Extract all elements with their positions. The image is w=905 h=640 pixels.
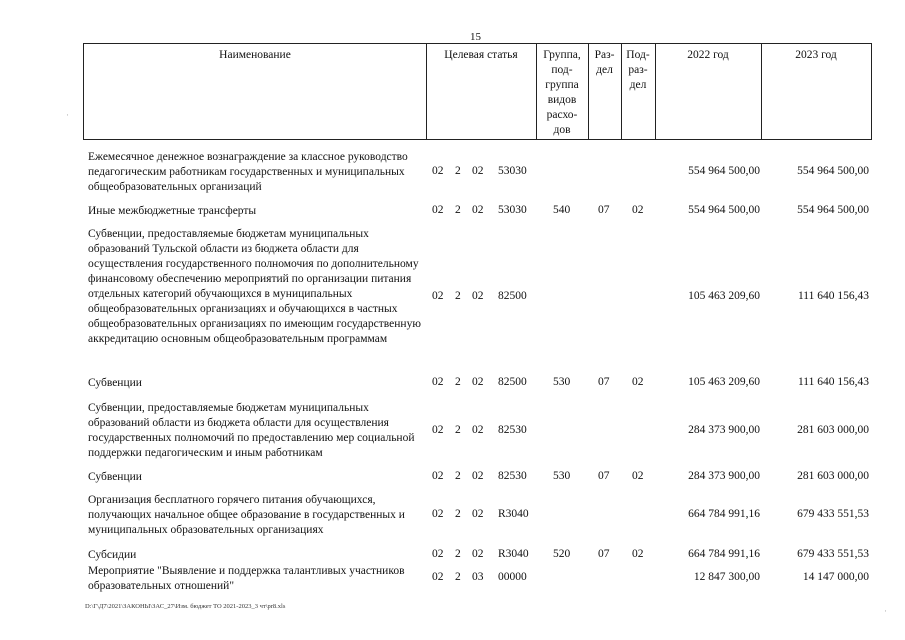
cell-c4: 82530: [498, 470, 527, 482]
cell-c3: 02: [472, 290, 484, 302]
cell-c1: 02: [432, 548, 444, 560]
row-name: Субвенции, предоставляемые бюджетам муниципальных образований области из бюджета области для осуществления государственных полномочий по предоставлению мер социальной поддержки педагогическим и иным работникам: [88, 402, 415, 459]
cell-c2: 2: [455, 424, 461, 436]
cell-2023: 111 640 156,43: [797, 376, 869, 388]
cell-group: 540: [553, 204, 571, 216]
page-number: 15: [470, 31, 481, 43]
cell-2022: 554 964 500,00: [688, 204, 760, 216]
row-name: Иные межбюджетные трансферты: [88, 205, 257, 217]
cell-2023: 554 964 500,00: [797, 165, 869, 177]
cell-c1: 02: [432, 508, 444, 520]
margin-mark: ·: [66, 110, 69, 120]
cell-subsection: 02: [632, 470, 644, 482]
header-subsection: Под-раз-дел: [626, 49, 650, 91]
cell-2022: 105 463 209,60: [688, 290, 760, 302]
cell-section: 07: [598, 548, 610, 560]
cell-c3: 02: [472, 548, 484, 560]
cell-c1: 02: [432, 376, 444, 388]
cell-c3: 02: [472, 470, 484, 482]
row-name: Субвенции: [88, 377, 142, 389]
row-name: Организация бесплатного горячего питания обучающихся, получающих начальное общее образование в государственных и муниципальных образовательных организациях: [88, 494, 405, 536]
cell-group: 530: [553, 376, 571, 388]
header-name: Наименование: [219, 49, 291, 61]
cell-2022: 284 373 900,00: [688, 424, 760, 436]
file-path-footer: D:\Г\Д7\2021\ЗАКОНЫ\ЗАС_27\Изм. бюджет ТО 2021-2023_3 чт\pr8.xls: [85, 603, 286, 610]
cell-2022: 105 463 209,60: [688, 376, 760, 388]
cell-c2: 2: [455, 508, 461, 520]
cell-2022: 284 373 900,00: [688, 470, 760, 482]
cell-subsection: 02: [632, 204, 644, 216]
cell-2023: 281 603 000,00: [797, 470, 869, 482]
cell-2022: 664 784 991,16: [688, 548, 760, 560]
cell-c2: 2: [455, 204, 461, 216]
cell-c3: 02: [472, 424, 484, 436]
cell-c2: 2: [455, 470, 461, 482]
cell-c3: 02: [472, 165, 484, 177]
cell-c2: 2: [455, 165, 461, 177]
header-section: Раз-дел: [594, 49, 615, 76]
cell-c4: 82530: [498, 424, 527, 436]
row-name: Мероприятие "Выявление и поддержка талантливых участников образовательных отношений": [88, 565, 405, 592]
cell-c2: 2: [455, 548, 461, 560]
cell-2023: 281 603 000,00: [797, 424, 869, 436]
cell-section: 07: [598, 204, 610, 216]
cell-c1: 02: [432, 424, 444, 436]
cell-c1: 02: [432, 470, 444, 482]
cell-c4: R3040: [498, 508, 529, 520]
cell-2023: 679 433 551,53: [797, 548, 869, 560]
cell-c4: 82500: [498, 290, 527, 302]
row-name: Субвенции, предоставляемые бюджетам муниципальных образований Тульской области из бюджета области для осуществления государственного полномочия по дополнительному финансовому обеспечению мероприятий по организации питания отдельных категорий обучающихся в муниципальных общеобразовательных организациях и обучающихся в частных общеобразовательных организациях по имеющим государственную аккредитацию основным общеобразовательным программам: [88, 228, 421, 345]
cell-c2: 2: [455, 290, 461, 302]
row-name: Субсидии: [88, 549, 137, 561]
row-name: Субвенции: [88, 471, 142, 483]
cell-c1: 02: [432, 165, 444, 177]
cell-group: 530: [553, 470, 571, 482]
cell-section: 07: [598, 376, 610, 388]
cell-c2: 2: [455, 376, 461, 388]
header-target: Целевая статья: [444, 49, 518, 61]
table-header: [83, 43, 872, 140]
margin-mark: ·: [884, 606, 887, 616]
cell-c1: 02: [432, 204, 444, 216]
cell-2023: 111 640 156,43: [797, 290, 869, 302]
cell-2023: 14 147 000,00: [802, 571, 869, 583]
cell-c4: 00000: [498, 571, 527, 583]
cell-c4: 53030: [498, 204, 527, 216]
cell-c3: 02: [472, 508, 484, 520]
cell-c3: 03: [472, 571, 484, 583]
cell-2023: 554 964 500,00: [797, 204, 869, 216]
cell-c2: 2: [455, 571, 461, 583]
header-2023: 2023 год: [795, 49, 837, 61]
cell-2022: 554 964 500,00: [688, 165, 760, 177]
cell-c4: 82500: [498, 376, 527, 388]
cell-c3: 02: [472, 204, 484, 216]
cell-2022: 664 784 991,16: [688, 508, 760, 520]
cell-group: 520: [553, 548, 571, 560]
cell-c4: R3040: [498, 548, 529, 560]
cell-subsection: 02: [632, 376, 644, 388]
cell-2023: 679 433 551,53: [797, 508, 869, 520]
cell-c3: 02: [472, 376, 484, 388]
header-2022: 2022 год: [687, 49, 729, 61]
row-name: Ежемесячное денежное вознаграждение за классное руководство педагогическим работникам государственных и муниципальных общеобразовательных организаций: [88, 151, 408, 193]
cell-2022: 12 847 300,00: [693, 571, 760, 583]
cell-c1: 02: [432, 290, 444, 302]
cell-c4: 53030: [498, 165, 527, 177]
header-group: Группа, под-группа видов расхо-дов: [543, 49, 581, 136]
cell-section: 07: [598, 470, 610, 482]
cell-subsection: 02: [632, 548, 644, 560]
cell-c1: 02: [432, 571, 444, 583]
